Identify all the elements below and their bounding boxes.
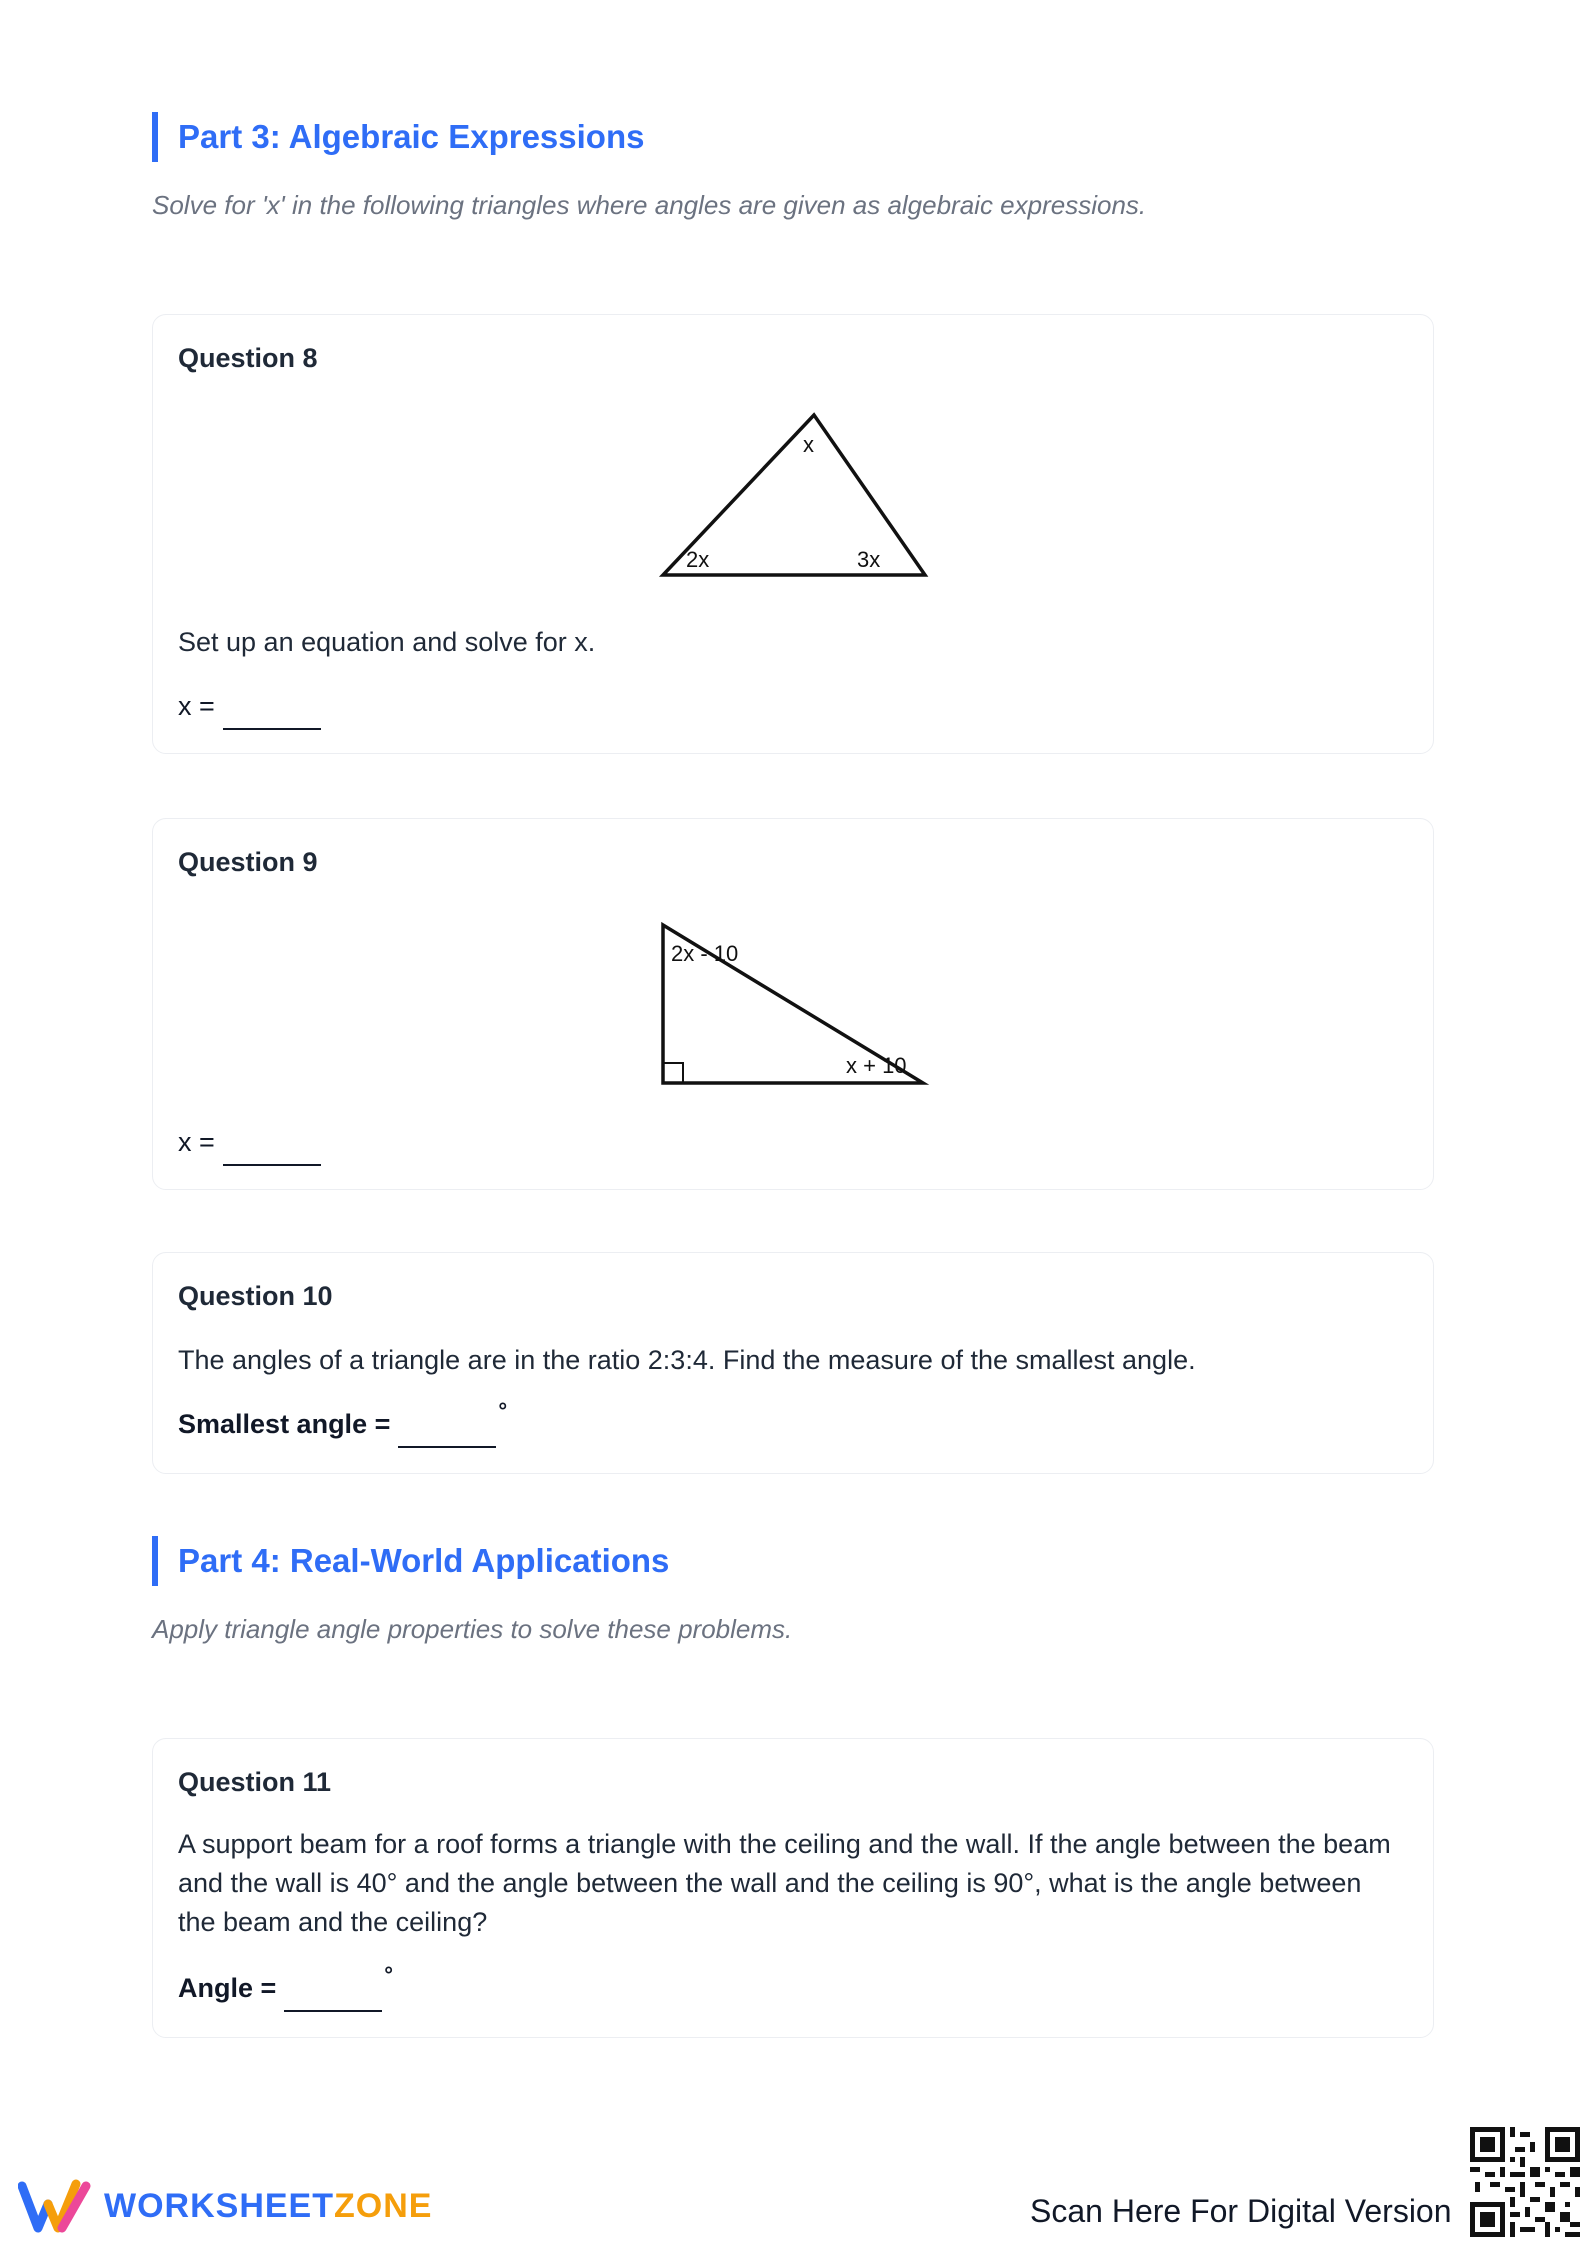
worksheetzone-logo-icon (18, 2178, 92, 2234)
worksheetzone-logo-text: WORKSHEETZONE (104, 2186, 433, 2225)
triangle-q8-diagram (653, 411, 953, 597)
question-11-card (152, 1738, 1434, 2038)
worksheetzone-logo[interactable] (18, 2178, 432, 2234)
question-10-card (152, 1252, 1434, 1474)
right-angle-marker-icon (663, 1063, 683, 1083)
scan-digital-version-text: Scan Here For Digital Version (1030, 2193, 1452, 2229)
triangle-q9-diagram (653, 915, 953, 1095)
question-11-degree-unit: ° (384, 1962, 394, 1987)
question-11-text: A support beam for a roof forms a triangle with the ceiling and the wall. If the angle between the beam and the wall is 40° and the angle between the wall and the ceiling is 90°, what is the angle between the beam and the ceiling? (178, 1829, 1391, 1937)
question-9-answer-label: x = (178, 1127, 215, 1157)
question-10-text: The angles of a triangle are in the ratio 2:3:4. Find the measure of the smallest angle. (178, 1345, 1196, 1375)
part4-subtitle: Apply triangle angle properties to solve these problems. (152, 1614, 793, 1644)
question-9-title: Question 9 (178, 847, 318, 877)
question-10-degree-unit: ° (498, 1398, 508, 1423)
triangle-q8-top-angle: x (803, 432, 814, 457)
qr-code-icon[interactable] (1470, 2127, 1580, 2237)
question-8-answer-blank[interactable] (223, 728, 321, 730)
question-9-answer-blank[interactable] (223, 1164, 321, 1166)
question-8-title: Question 8 (178, 343, 318, 373)
question-9-answer[interactable] (178, 1127, 321, 1158)
part4-heading: Part 4: Real-World Applications (152, 1536, 669, 1586)
question-11-answer[interactable] (178, 1962, 394, 2004)
part3-subtitle: Solve for 'x' in the following triangles where angles are given as algebraic expressions. (152, 190, 1147, 220)
question-9-card (152, 818, 1434, 1190)
question-10-answer[interactable] (178, 1398, 508, 1440)
question-10-answer-label: Smallest angle = (178, 1409, 391, 1439)
question-8-answer-label: x = (178, 691, 215, 721)
question-11-answer-label: Angle = (178, 1973, 277, 2003)
triangle-q9-right-angle: x + 10 (846, 1053, 907, 1078)
triangle-q8-right-angle: 3x (857, 547, 881, 572)
triangle-q9-top-angle: 2x - 10 (671, 941, 739, 966)
question-10-answer-blank[interactable] (398, 1446, 496, 1448)
question-8-card (152, 314, 1434, 754)
triangle-q8-left-angle: 2x (686, 547, 710, 572)
question-11-answer-blank[interactable] (284, 2010, 382, 2012)
question-10-title: Question 10 (178, 1281, 333, 1311)
question-8-answer[interactable] (178, 691, 321, 722)
question-8-instruction: Set up an equation and solve for x. (178, 627, 596, 657)
question-11-title: Question 11 (178, 1767, 332, 1797)
part3-heading: Part 3: Algebraic Expressions (152, 112, 644, 162)
